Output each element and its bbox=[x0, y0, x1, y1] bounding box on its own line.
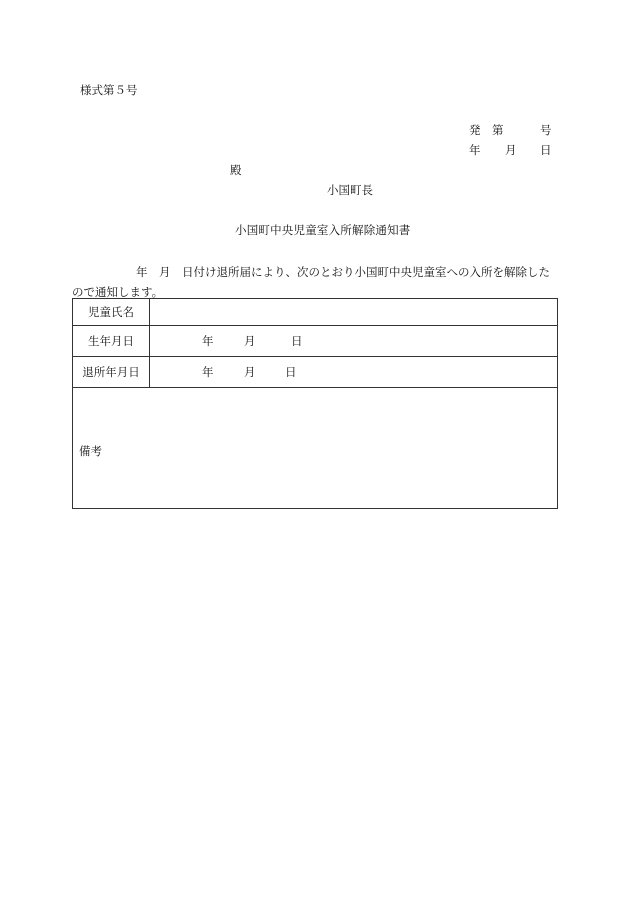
issue-number-hatsu: 発 bbox=[469, 123, 481, 137]
issue-number-dai: 第 bbox=[492, 123, 504, 137]
issue-date-day: 日 bbox=[540, 143, 552, 157]
table-row-child-name bbox=[73, 299, 558, 326]
birth-date-month: 月 bbox=[244, 334, 256, 348]
document-title: 小国町中央児童室入所解除通知書 bbox=[235, 223, 411, 237]
form-table bbox=[72, 298, 558, 509]
leave-date-year: 年 bbox=[202, 365, 214, 379]
child-name-value bbox=[150, 299, 558, 326]
leave-date-month: 月 bbox=[244, 365, 256, 379]
birth-date-value bbox=[150, 326, 558, 357]
form-number: 様式第５号 bbox=[80, 83, 138, 97]
child-name-label: 児童氏名 bbox=[73, 299, 150, 326]
birth-date-label: 生年月日 bbox=[73, 326, 150, 357]
table-row-remarks bbox=[73, 388, 558, 509]
birth-date-day: 日 bbox=[291, 334, 303, 348]
table-row-leave-date bbox=[73, 357, 558, 388]
leave-date-value bbox=[150, 357, 558, 388]
issuer: 小国町長 bbox=[327, 183, 373, 197]
issue-number-go: 号 bbox=[540, 123, 552, 137]
leave-date-label: 退所年月日 bbox=[73, 357, 150, 388]
addressee-suffix: 殿 bbox=[230, 163, 242, 177]
remarks-cell bbox=[73, 388, 558, 509]
remarks-label: 備考 bbox=[79, 443, 102, 458]
table-row-birth-date bbox=[73, 326, 558, 357]
issue-date-year: 年 bbox=[469, 143, 481, 157]
body-paragraph bbox=[72, 262, 552, 302]
leave-date-day: 日 bbox=[285, 365, 297, 379]
issue-date-month: 月 bbox=[505, 143, 517, 157]
body-text: 年 月 日付け退所届により、次のとおり小国町中央児童室への入所を解除したので通知します。 bbox=[72, 265, 550, 299]
birth-date-year: 年 bbox=[202, 334, 214, 348]
